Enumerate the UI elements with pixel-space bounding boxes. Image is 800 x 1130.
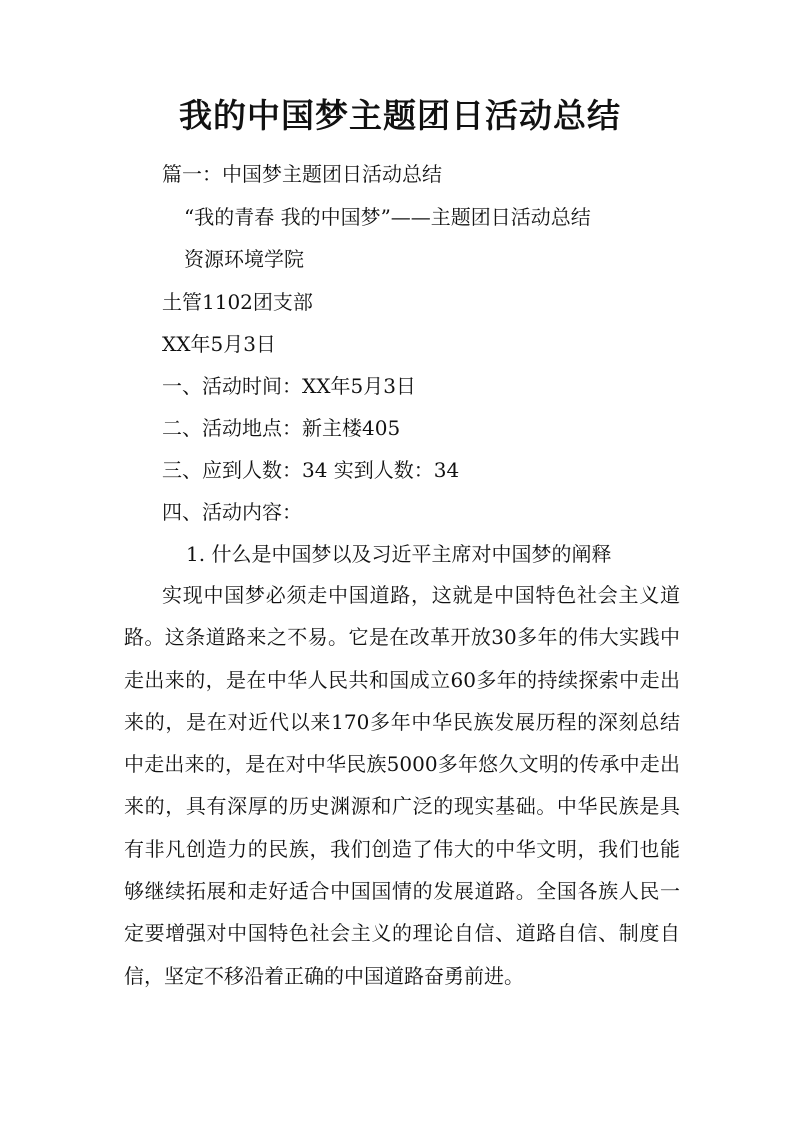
item-activity-time: 一、活动时间：XX年5月3日: [162, 374, 416, 398]
section-heading: 篇一：中国梦主题团日活动总结: [162, 162, 442, 186]
document-title: 我的中国梦主题团日活动总结: [179, 96, 621, 135]
content-subheading: 1. 什么是中国梦以及习近平主席对中国梦的阐释: [186, 542, 612, 566]
item-activity-location: 二、活动地点：新主楼405: [162, 416, 401, 440]
document-date: XX年5月3日: [162, 332, 276, 356]
item-activity-content: 四、活动内容：: [162, 500, 302, 524]
branch-name: 土管1102团支部: [162, 290, 313, 314]
subtitle: “我的青春 我的中国梦”——主题团日活动总结: [184, 205, 591, 229]
body-paragraph: 实现中国梦必须走中国道路，这就是中国特色社会主义道路。这条道路来之不易。它是在改革开放30多年的伟大实践中走出来的，是在中华人民共和国成立60多年的持续探索中走出来的，是在对近代以来170多年中华民族发展历程的深刻总结中走出来的，是在对中华民族5000多年悠久文明的传承中走出来的，具有深厚的历史渊源和广泛的现实基础。中华民族是具有非凡创造力的民族，我们创造了伟大的中华文明，我们也能够继续拓展和走好适合中国国情的发展道路。全国各族人民一定要增强对中国特色社会主义的理论自信、道路自信、制度自信，坚定不移沿着正确的中国道路奋勇前进。: [124, 583, 680, 988]
college-name: 资源环境学院: [184, 247, 304, 271]
item-attendance: 三、应到人数：34 实到人数：34: [162, 458, 460, 482]
